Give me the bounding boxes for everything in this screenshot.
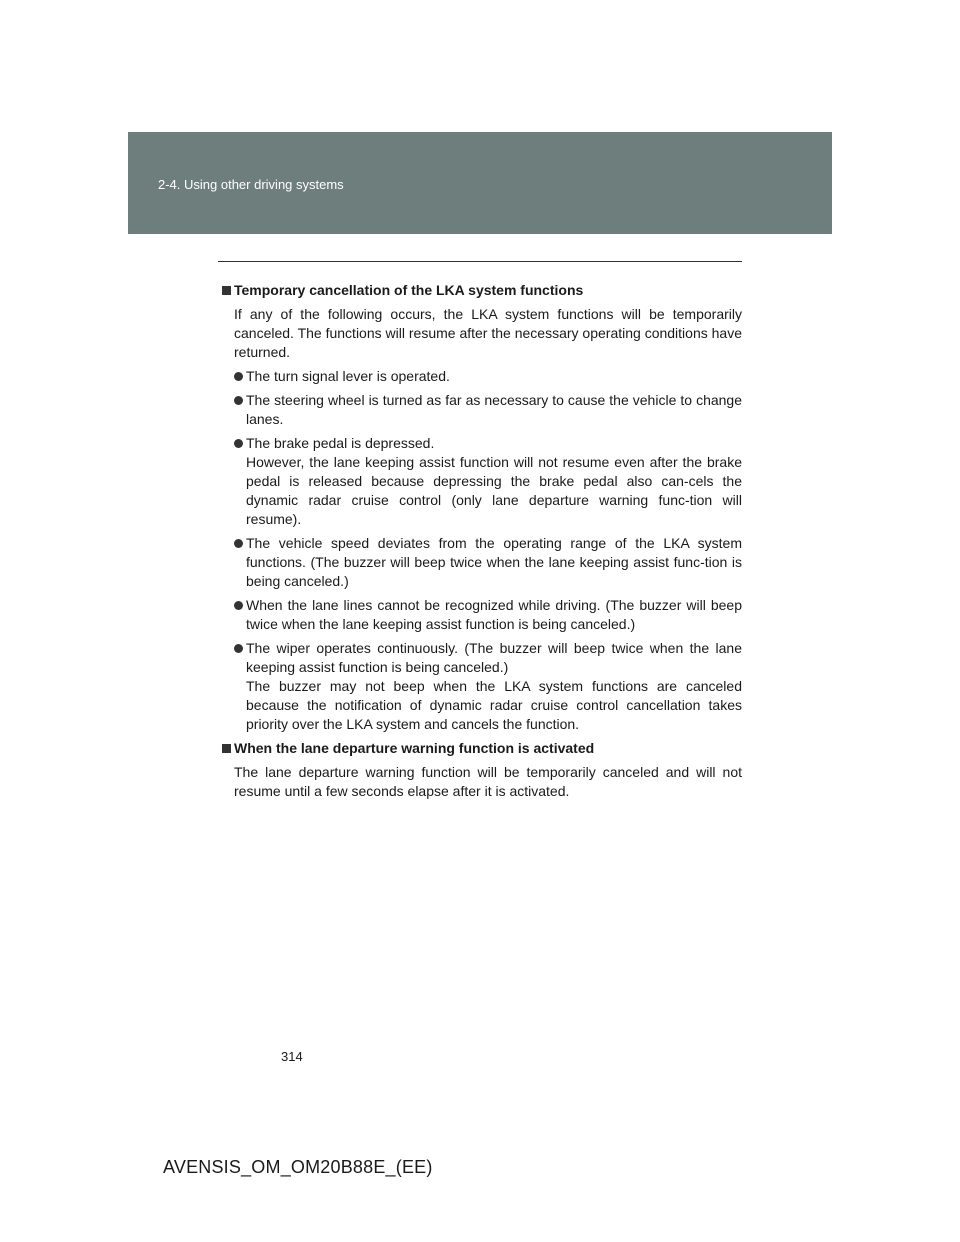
list-item [234,367,742,386]
list-item [234,639,742,734]
body-paragraph: The lane departure warning function will be temporarily canceled and will not resume until a few seconds elapse after it is activated. [234,764,742,799]
round-bullet-icon [234,644,243,653]
list-item [234,534,742,591]
section-heading-text: Temporary cancellation of the LKA system functions [234,282,584,298]
list-item-note: However, the lane keeping assist function will not resume even after the brake pedal is released because depressing the brake pedal also can-cels the dynamic radar cruise control (only lane departure warning func-tion will resume). [246,454,742,527]
section-heading-text: When the lane departure warning function is activated [234,740,595,756]
page-content [222,281,742,801]
square-bullet-icon [222,744,231,753]
list-item-text: The wiper operates continuously. (The buzzer will beep twice when the lane keeping assist function is being canceled.) [246,640,742,675]
section-heading [222,281,742,300]
intro-paragraph: If any of the following occurs, the LKA system functions will be temporarily canceled. The functions will resume after the necessary operating conditions have returned. [234,306,742,360]
round-bullet-icon [234,539,243,548]
list-item-note: The buzzer may not beep when the LKA system functions are canceled because the notification of dynamic radar cruise control cancellation takes priority over the LKA system and cancels the function. [246,678,742,732]
round-bullet-icon [234,372,243,381]
list-item-text: The steering wheel is turned as far as necessary to cause the vehicle to change lanes. [246,392,742,427]
page-number: 314 [281,1049,303,1064]
list-item-text: The vehicle speed deviates from the operating range of the LKA system functions. (The buzzer will beep twice when the lane keeping assist func-tion is being canceled.) [246,535,742,589]
section-heading [222,739,742,758]
round-bullet-icon [234,396,243,405]
divider [218,261,742,262]
list-item [234,391,742,429]
list-item-text: When the lane lines cannot be recognized while driving. (The buzzer will beep twice when the lane keeping assist function is being canceled.) [246,597,742,632]
section-title: 2-4. Using other driving systems [158,177,344,192]
cancellation-conditions-list [234,367,742,734]
round-bullet-icon [234,601,243,610]
document-id: AVENSIS_OM_OM20B88E_(EE) [163,1157,433,1177]
round-bullet-icon [234,439,243,448]
list-item-text: The turn signal lever is operated. [246,368,450,384]
section-header-band [128,132,832,234]
square-bullet-icon [222,286,231,295]
list-item [234,596,742,634]
list-item [234,434,742,529]
list-item-text: The brake pedal is depressed. [246,435,435,451]
